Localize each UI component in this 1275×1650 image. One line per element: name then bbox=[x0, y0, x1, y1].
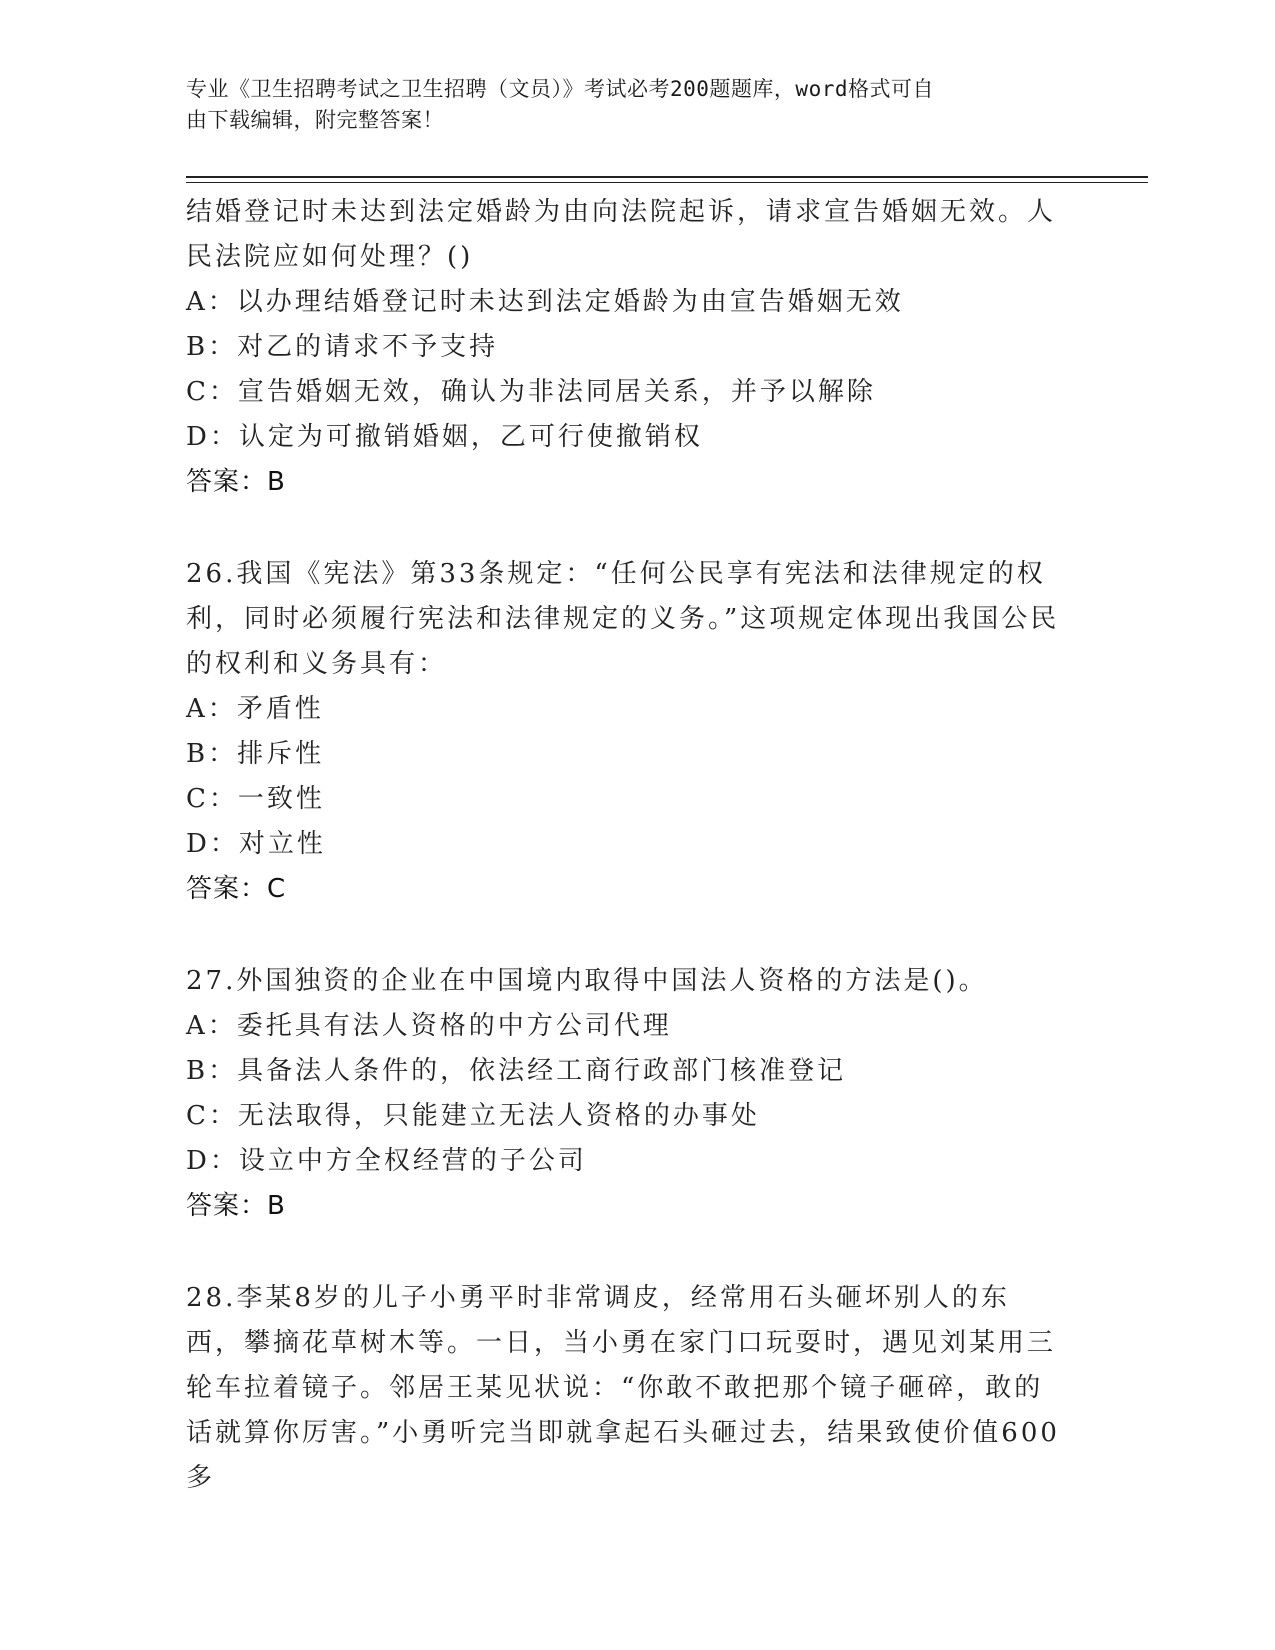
question-text: 26.我国《宪法》第33条规定：“任何公民享有宪法和法律规定的权利，同时必须履行宪法和法律规定的义务。”这项规定体现出我国公民的权利和义务具有： bbox=[186, 559, 1060, 679]
option-a: A：以办理结婚登记时未达到法定婚龄为由宣告婚姻无效 bbox=[186, 287, 904, 317]
question-block bbox=[186, 1276, 1066, 1501]
header-line-2: 由下载编辑，附完整答案！ bbox=[186, 108, 444, 132]
question-block bbox=[186, 959, 1066, 1229]
question-text: 结婚登记时未达到法定婚龄为由向法院起诉，请求宣告婚姻无效。人民法院应如何处理？() bbox=[186, 197, 1057, 272]
option-b: B：具备法人条件的，依法经工商行政部门核准登记 bbox=[186, 1056, 847, 1086]
option-c: C：一致性 bbox=[186, 784, 325, 814]
option-d: D：认定为可撤销婚姻，乙可行使撤销权 bbox=[186, 422, 703, 452]
question-block bbox=[186, 190, 1066, 505]
question-list bbox=[186, 190, 1066, 1548]
option-d: D：设立中方全权经营的子公司 bbox=[186, 1146, 587, 1176]
question-block bbox=[186, 552, 1066, 912]
option-b: B：对乙的请求不予支持 bbox=[186, 332, 499, 362]
header-line-1: 专业《卫生招聘考试之卫生招聘（文员）》考试必考200题题库，word格式可自 bbox=[186, 77, 934, 101]
option-c: C：宣告婚姻无效，确认为非法同居关系，并予以解除 bbox=[186, 377, 876, 407]
question-text: 27.外国独资的企业在中国境内取得中国法人资格的方法是()。 bbox=[186, 966, 988, 996]
header-divider-thin bbox=[186, 182, 1148, 183]
question-text: 28.李某8岁的儿子小勇平时非常调皮，经常用石头砸坏别人的东西，攀摘花草树木等。一日，当小勇在家门口玩耍时，遇见刘某用三轮车拉着镜子。邻居王某见状说：“你敢不敢把那个镜子砸碎，敢的话就算你厉害。”小勇听完当即就拿起石头砸过去，结果致使价值600多 bbox=[186, 1283, 1060, 1493]
answer-line: 答案：B bbox=[186, 467, 286, 497]
option-a: A：矛盾性 bbox=[186, 694, 324, 724]
option-c: C：无法取得，只能建立无法人资格的办事处 bbox=[186, 1101, 760, 1131]
option-d: D：对立性 bbox=[186, 829, 326, 859]
option-a: A：委托具有法人资格的中方公司代理 bbox=[186, 1011, 672, 1041]
header-divider bbox=[186, 176, 1148, 178]
document-header bbox=[186, 74, 1066, 136]
answer-line: 答案：B bbox=[186, 1191, 286, 1221]
option-b: B：排斥性 bbox=[186, 739, 325, 769]
answer-line: 答案：C bbox=[186, 874, 287, 904]
